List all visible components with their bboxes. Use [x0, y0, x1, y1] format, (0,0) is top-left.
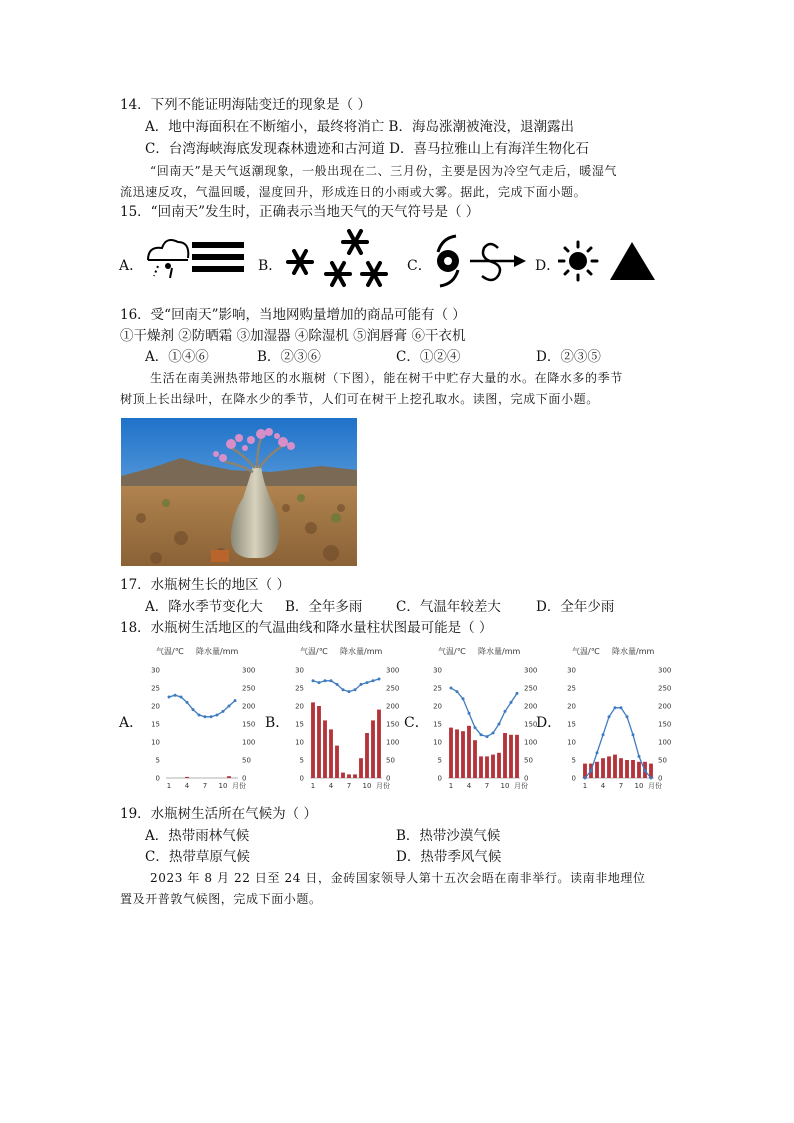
tick-right: 50: [386, 756, 395, 765]
q18-label-a: A．: [119, 715, 144, 731]
tick-right: 200: [242, 702, 256, 711]
temperature-point: [192, 708, 195, 711]
q16-stem: 16．受“回南天”影响，当地网购量增加的商品可能有（ ）: [120, 307, 466, 323]
q18-label-d: D．: [536, 715, 562, 731]
q14-stem: 14．下列不能证明海陆变迁的现象是（ ）: [120, 97, 371, 113]
tick-left: 25: [151, 684, 160, 693]
temperature-line: [313, 679, 379, 692]
tick-x: 7: [202, 782, 208, 790]
y-right-label: 降水量/mm: [196, 647, 239, 656]
precip-bar: [497, 753, 501, 778]
temperature-point: [354, 688, 357, 691]
tick-right: 150: [386, 720, 400, 729]
tick-left: 30: [433, 666, 442, 675]
temperature-point: [228, 705, 231, 708]
temperature-point: [336, 683, 339, 686]
passage2-line1: 生活在南美洲热带地区的水瓶树（下图），能在树干中贮存大量的水。在降水多的季节: [150, 371, 623, 385]
tick-left: 20: [567, 702, 576, 711]
x-axis-label: 月份: [376, 782, 390, 790]
temperature-line: [169, 695, 235, 717]
typhoon-wind-icon: [428, 228, 528, 288]
precip-bar: [613, 755, 617, 778]
tick-left: 10: [433, 738, 442, 747]
tick-x: 10: [634, 782, 644, 790]
q15-label-a: A．: [119, 258, 144, 274]
q16-option-d: D．②③⑤: [536, 349, 601, 365]
tick-right: 50: [524, 756, 533, 765]
tick-left: 20: [151, 702, 160, 711]
temperature-point: [342, 688, 345, 691]
precip-bar: [329, 729, 333, 778]
temperature-point: [584, 777, 587, 780]
q16-items: ①干燥剂 ②防晒霜 ③加湿器 ④除湿机 ⑤润唇膏 ⑥干衣机: [120, 328, 466, 344]
temperature-point: [180, 696, 183, 699]
tick-right: 300: [386, 666, 400, 675]
q17-option-b: B．全年多雨: [285, 599, 363, 615]
tick-x: 10: [218, 782, 228, 790]
temperature-point: [186, 701, 189, 704]
tick-right: 0: [386, 774, 391, 783]
temperature-point: [204, 715, 207, 718]
tick-x: 1: [582, 782, 588, 790]
tick-left: 20: [433, 702, 442, 711]
tick-right: 300: [242, 666, 256, 675]
precip-bar: [335, 746, 339, 778]
tick-left: 30: [295, 666, 304, 675]
tick-right: 250: [242, 684, 256, 693]
temperature-point: [516, 692, 519, 695]
tick-left: 0: [571, 774, 576, 783]
tick-left: 25: [433, 684, 442, 693]
tick-x: 1: [310, 782, 316, 790]
temperature-point: [360, 683, 363, 686]
tick-left: 30: [567, 666, 576, 675]
q14-options-cd: C．台湾海峡海底发现森林遗迹和古河道 D．喜马拉雅山上有海洋生物化石: [145, 141, 589, 157]
precip-bar: [317, 706, 321, 778]
tick-x: 4: [600, 782, 606, 790]
precip-bar: [637, 762, 641, 778]
temperature-point: [222, 710, 225, 713]
temperature-point: [638, 755, 641, 758]
temperature-point: [216, 714, 219, 717]
precip-bar: [595, 762, 599, 778]
precip-bar: [341, 773, 345, 778]
precip-bar: [485, 756, 489, 778]
temperature-point: [644, 769, 647, 772]
temperature-point: [366, 681, 369, 684]
temperature-point: [498, 723, 501, 726]
q15-label-d: D．: [535, 258, 561, 274]
x-axis-label: 月份: [514, 782, 528, 790]
tick-left: 25: [567, 684, 576, 693]
tick-right: 0: [242, 774, 247, 783]
temperature-point: [510, 701, 513, 704]
precip-bar: [455, 729, 459, 778]
temperature-point: [486, 735, 489, 738]
tick-left: 30: [151, 666, 160, 675]
temperature-point: [504, 710, 507, 713]
x-axis-label: 月份: [232, 782, 246, 790]
q15-label-c: C．: [407, 258, 432, 274]
tick-x: 4: [328, 782, 334, 790]
temperature-point: [590, 769, 593, 772]
precip-bar: [377, 710, 381, 778]
q19-option-d: D．热带季风气候: [396, 849, 502, 865]
tick-left: 15: [295, 720, 304, 729]
temperature-point: [210, 715, 213, 718]
temperature-point: [474, 726, 477, 729]
tick-right: 250: [524, 684, 538, 693]
temperature-point: [602, 733, 605, 736]
tick-left: 15: [433, 720, 442, 729]
y-left-label: 气温/℃: [156, 647, 184, 656]
tick-left: 5: [571, 756, 576, 765]
heavy-snow-icon: [280, 228, 390, 288]
precip-bar: [515, 735, 519, 778]
tick-x: 1: [448, 782, 454, 790]
temperature-point: [234, 699, 237, 702]
tick-right: 200: [524, 702, 538, 711]
temperature-point: [312, 679, 315, 682]
temperature-point: [456, 690, 459, 693]
temperature-point: [168, 696, 171, 699]
tick-right: 100: [386, 738, 400, 747]
temperature-point: [596, 751, 599, 754]
precip-bar: [625, 760, 629, 778]
tick-x: 10: [500, 782, 510, 790]
tick-x: 10: [362, 782, 372, 790]
y-right-label: 降水量/mm: [340, 647, 383, 656]
tick-left: 0: [155, 774, 160, 783]
temperature-point: [614, 706, 617, 709]
tick-left: 20: [295, 702, 304, 711]
precip-bar: [467, 726, 471, 778]
tick-left: 5: [155, 756, 160, 765]
q17-option-c: C．气温年较差大: [396, 599, 501, 615]
tick-x: 1: [166, 782, 172, 790]
tick-left: 10: [295, 738, 304, 747]
tick-x: 7: [618, 782, 624, 790]
precip-bar: [479, 756, 483, 778]
temperature-point: [632, 733, 635, 736]
q16-option-b: B．②③⑥: [257, 349, 321, 365]
y-left-label: 气温/℃: [438, 647, 466, 656]
passage3-line1: 2023 年 8 月 22 日至 24 日，金砖国家领导人第十五次会晤在南非举行。读南非地理位: [150, 871, 646, 885]
tick-right: 150: [658, 720, 672, 729]
precip-bar: [311, 702, 315, 778]
tick-x: 7: [346, 782, 352, 790]
temperature-point: [198, 714, 201, 717]
passage2-line2: 树顶上长出绿叶，在降水少的季节，人们可在树干上挖孔取水。读图，完成下面小题。: [120, 392, 599, 406]
q15-stem: 15．“回南天”发生时，正确表示当地天气的天气符号是（ ）: [120, 204, 480, 220]
passage3-line2: 置及开普敦气候图，完成下面小题。: [120, 892, 322, 906]
precip-bar: [323, 720, 327, 778]
q18-label-c: C．: [404, 715, 429, 731]
tick-right: 50: [242, 756, 251, 765]
tick-x: 4: [466, 782, 472, 790]
precip-bar: [347, 774, 351, 778]
precip-bar: [353, 774, 357, 778]
precip-bar: [503, 733, 507, 778]
q19-option-c: C．热带草原气候: [145, 849, 250, 865]
q16-option-a: A．①④⑥: [145, 349, 209, 365]
temperature-point: [480, 733, 483, 736]
tick-left: 5: [299, 756, 304, 765]
temperature-line: [451, 688, 517, 737]
precip-bar: [371, 720, 375, 778]
q17-option-d: D．全年少雨: [536, 599, 615, 615]
precip-bar: [631, 760, 635, 778]
temperature-point: [372, 679, 375, 682]
tick-right: 200: [658, 702, 672, 711]
precip-bar: [449, 728, 453, 778]
tick-left: 0: [299, 774, 304, 783]
q16-option-c: C．①②④: [396, 349, 461, 365]
tick-right: 100: [242, 738, 256, 747]
tick-left: 25: [295, 684, 304, 693]
temperature-point: [608, 715, 611, 718]
q18-stem: 18．水瓶树生活地区的气温曲线和降水量柱状图最可能是（ ）: [120, 620, 493, 636]
q14-options-ab: A．地中海面积在不断缩小，最终将消亡 B．海岛涨潮被淹没，退潮露出: [145, 119, 574, 135]
precip-bar: [509, 735, 513, 778]
precip-bar: [461, 731, 465, 778]
y-left-label: 气温/℃: [572, 647, 600, 656]
precip-bar: [359, 758, 363, 778]
q19-option-b: B．热带沙漠气候: [396, 828, 501, 844]
tick-right: 300: [524, 666, 538, 675]
precip-bar: [491, 755, 495, 778]
tick-right: 250: [386, 684, 400, 693]
temperature-point: [626, 715, 629, 718]
precip-bar: [365, 733, 369, 778]
tick-right: 250: [658, 684, 672, 693]
precip-bar: [619, 758, 623, 778]
passage1-line1: “回南天”是天气返潮现象，一般出现在二、三月份，主要是因为冷空气走后，暖湿气: [150, 164, 618, 178]
tick-right: 100: [658, 738, 672, 747]
precip-bar: [607, 756, 611, 778]
precip-bar: [227, 776, 231, 778]
temperature-point: [330, 679, 333, 682]
y-right-label: 降水量/mm: [612, 647, 655, 656]
q19-option-a: A．热带雨林气候: [145, 828, 250, 844]
tick-right: 300: [658, 666, 672, 675]
tick-x: 7: [484, 782, 490, 790]
tick-right: 0: [524, 774, 529, 783]
tick-left: 0: [437, 774, 442, 783]
q17-stem: 17．水瓶树生长的地区（ ）: [120, 577, 290, 593]
temperature-point: [468, 712, 471, 715]
precip-bar: [601, 758, 605, 778]
tick-left: 10: [151, 738, 160, 747]
tick-x: 4: [184, 782, 190, 790]
climate-chart-b: [284, 640, 414, 796]
precip-bar: [185, 777, 189, 778]
temperature-point: [174, 694, 177, 697]
bottle-tree-photo: [121, 418, 357, 566]
temperature-point: [318, 681, 321, 684]
precip-bar: [473, 740, 477, 778]
temperature-point: [462, 697, 465, 700]
sunny-sandstorm-icon: [558, 228, 658, 288]
tick-left: 5: [437, 756, 442, 765]
temperature-point: [450, 687, 453, 690]
temperature-point: [324, 679, 327, 682]
temperature-point: [620, 706, 623, 709]
light-rain-fog-icon: [142, 228, 247, 288]
q17-option-a: A．降水季节变化大: [145, 599, 263, 615]
tick-right: 200: [386, 702, 400, 711]
tick-left: 10: [567, 738, 576, 747]
passage1-line2: 流迅速反攻，气温回暖，湿度回升，形成连日的小雨或大雾。据此，完成下面小题。: [120, 185, 587, 199]
temperature-point: [492, 732, 495, 735]
q18-label-b: B．: [265, 715, 290, 731]
tick-right: 150: [242, 720, 256, 729]
tick-left: 15: [567, 720, 576, 729]
tick-right: 0: [658, 774, 663, 783]
y-left-label: 气温/℃: [300, 647, 328, 656]
temperature-point: [348, 690, 351, 693]
temperature-point: [650, 777, 653, 780]
temperature-line: [585, 708, 651, 778]
climate-chart-d: [556, 640, 686, 796]
q19-stem: 19．水瓶树生活所在气候为（ ）: [120, 806, 317, 822]
tick-right: 100: [524, 738, 538, 747]
x-axis-label: 月份: [648, 782, 662, 790]
temperature-point: [378, 678, 381, 681]
y-right-label: 降水量/mm: [478, 647, 521, 656]
climate-chart-a: [140, 640, 270, 796]
climate-chart-c: [422, 640, 552, 796]
tick-left: 15: [151, 720, 160, 729]
tick-right: 150: [524, 720, 538, 729]
tick-right: 50: [658, 756, 667, 765]
q15-label-b: B．: [258, 258, 283, 274]
